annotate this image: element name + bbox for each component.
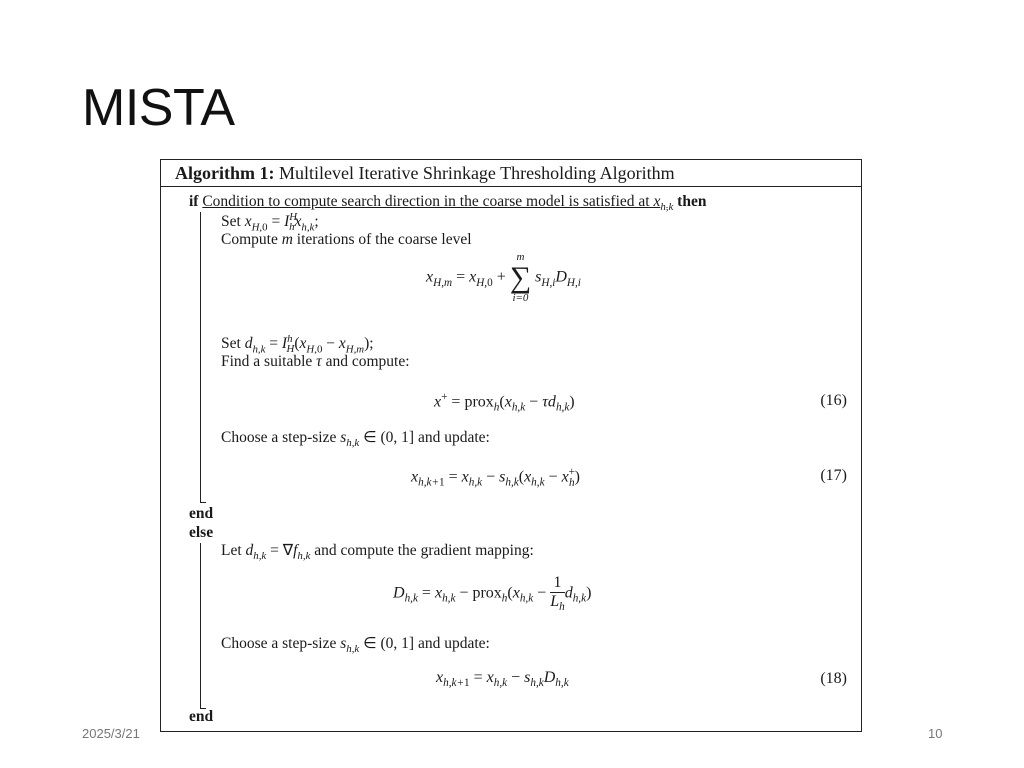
kw-then: then (677, 193, 707, 210)
slide-title: MISTA (82, 79, 235, 137)
equation-17-number: (17) (820, 467, 847, 484)
equation-18-number: (18) (820, 670, 847, 687)
page-number: 10 (928, 726, 943, 741)
kw-end-if: end (189, 505, 214, 522)
choose-step-line-2: Choose a step-size $s_{h,k}$ ∈ (0, 1] and update: (221, 635, 490, 656)
equation-gradient-mapping: $D_{h,k} = x_{h,k}$ − $prox_h(x_{h,k}$ − $\frac{1}{L_h}$ $d_{h,k}$) (393, 574, 592, 614)
if-block-end-tick (200, 502, 206, 503)
algorithm-name: Multilevel Iterative Shrinkage Thresholding Algorithm (278, 163, 675, 183)
set-dhk-line: Set $d_{h,k} = I^h_H(x_{H,0} - x_{H,m})$; (221, 333, 374, 356)
equation-16: $x^+ = prox_h(x_{h,k} - \tau d_{h,k})$ (434, 391, 575, 414)
condition-text: Condition to compute search direction in the coarse model is satisfied at $x_{h,k}$ (202, 193, 674, 214)
algorithm-header (161, 160, 861, 187)
equation-18: $x_{h,k+1} = x_{h,k} - s_{h,k}D_{h,k}$ (436, 669, 569, 690)
else-block-bar (200, 543, 201, 708)
choose-step-line-1: Choose a step-size $s_{h,k}$ ∈ (0, 1] and update: (221, 429, 490, 450)
kw-else: else (189, 524, 214, 541)
footer-date: 2025/3/21 (82, 726, 140, 741)
equation-17: $x_{h,k+1} = x_{h,k} - s_{h,k}(x_{h,k} - x^+_h)$ (411, 466, 580, 489)
compute-line: Compute m iterations of the coarse level (221, 231, 472, 248)
equation-coarse-iterate: $x_{H,m} = x_{H,0}$ + m ∑ i=0 $s_{H,i}D_{H,i}$ (426, 251, 581, 304)
set-xH0-line: Set $x_{H,0} = I^H_hx_{h,k}$; (221, 211, 319, 234)
find-tau-line: Find a suitable τ and compute: (221, 353, 410, 370)
equation-16-number: (16) (820, 392, 847, 409)
algorithm-box (160, 159, 862, 732)
kw-if: if (189, 193, 199, 210)
kw-end-else: end (189, 708, 214, 725)
algorithm-label: Algorithm 1: (175, 163, 275, 183)
let-dhk-line: Let $d_{h,k} = \nabla f_{h,k}$ and compute the gradient mapping: (221, 542, 534, 563)
if-block-bar (200, 212, 201, 502)
